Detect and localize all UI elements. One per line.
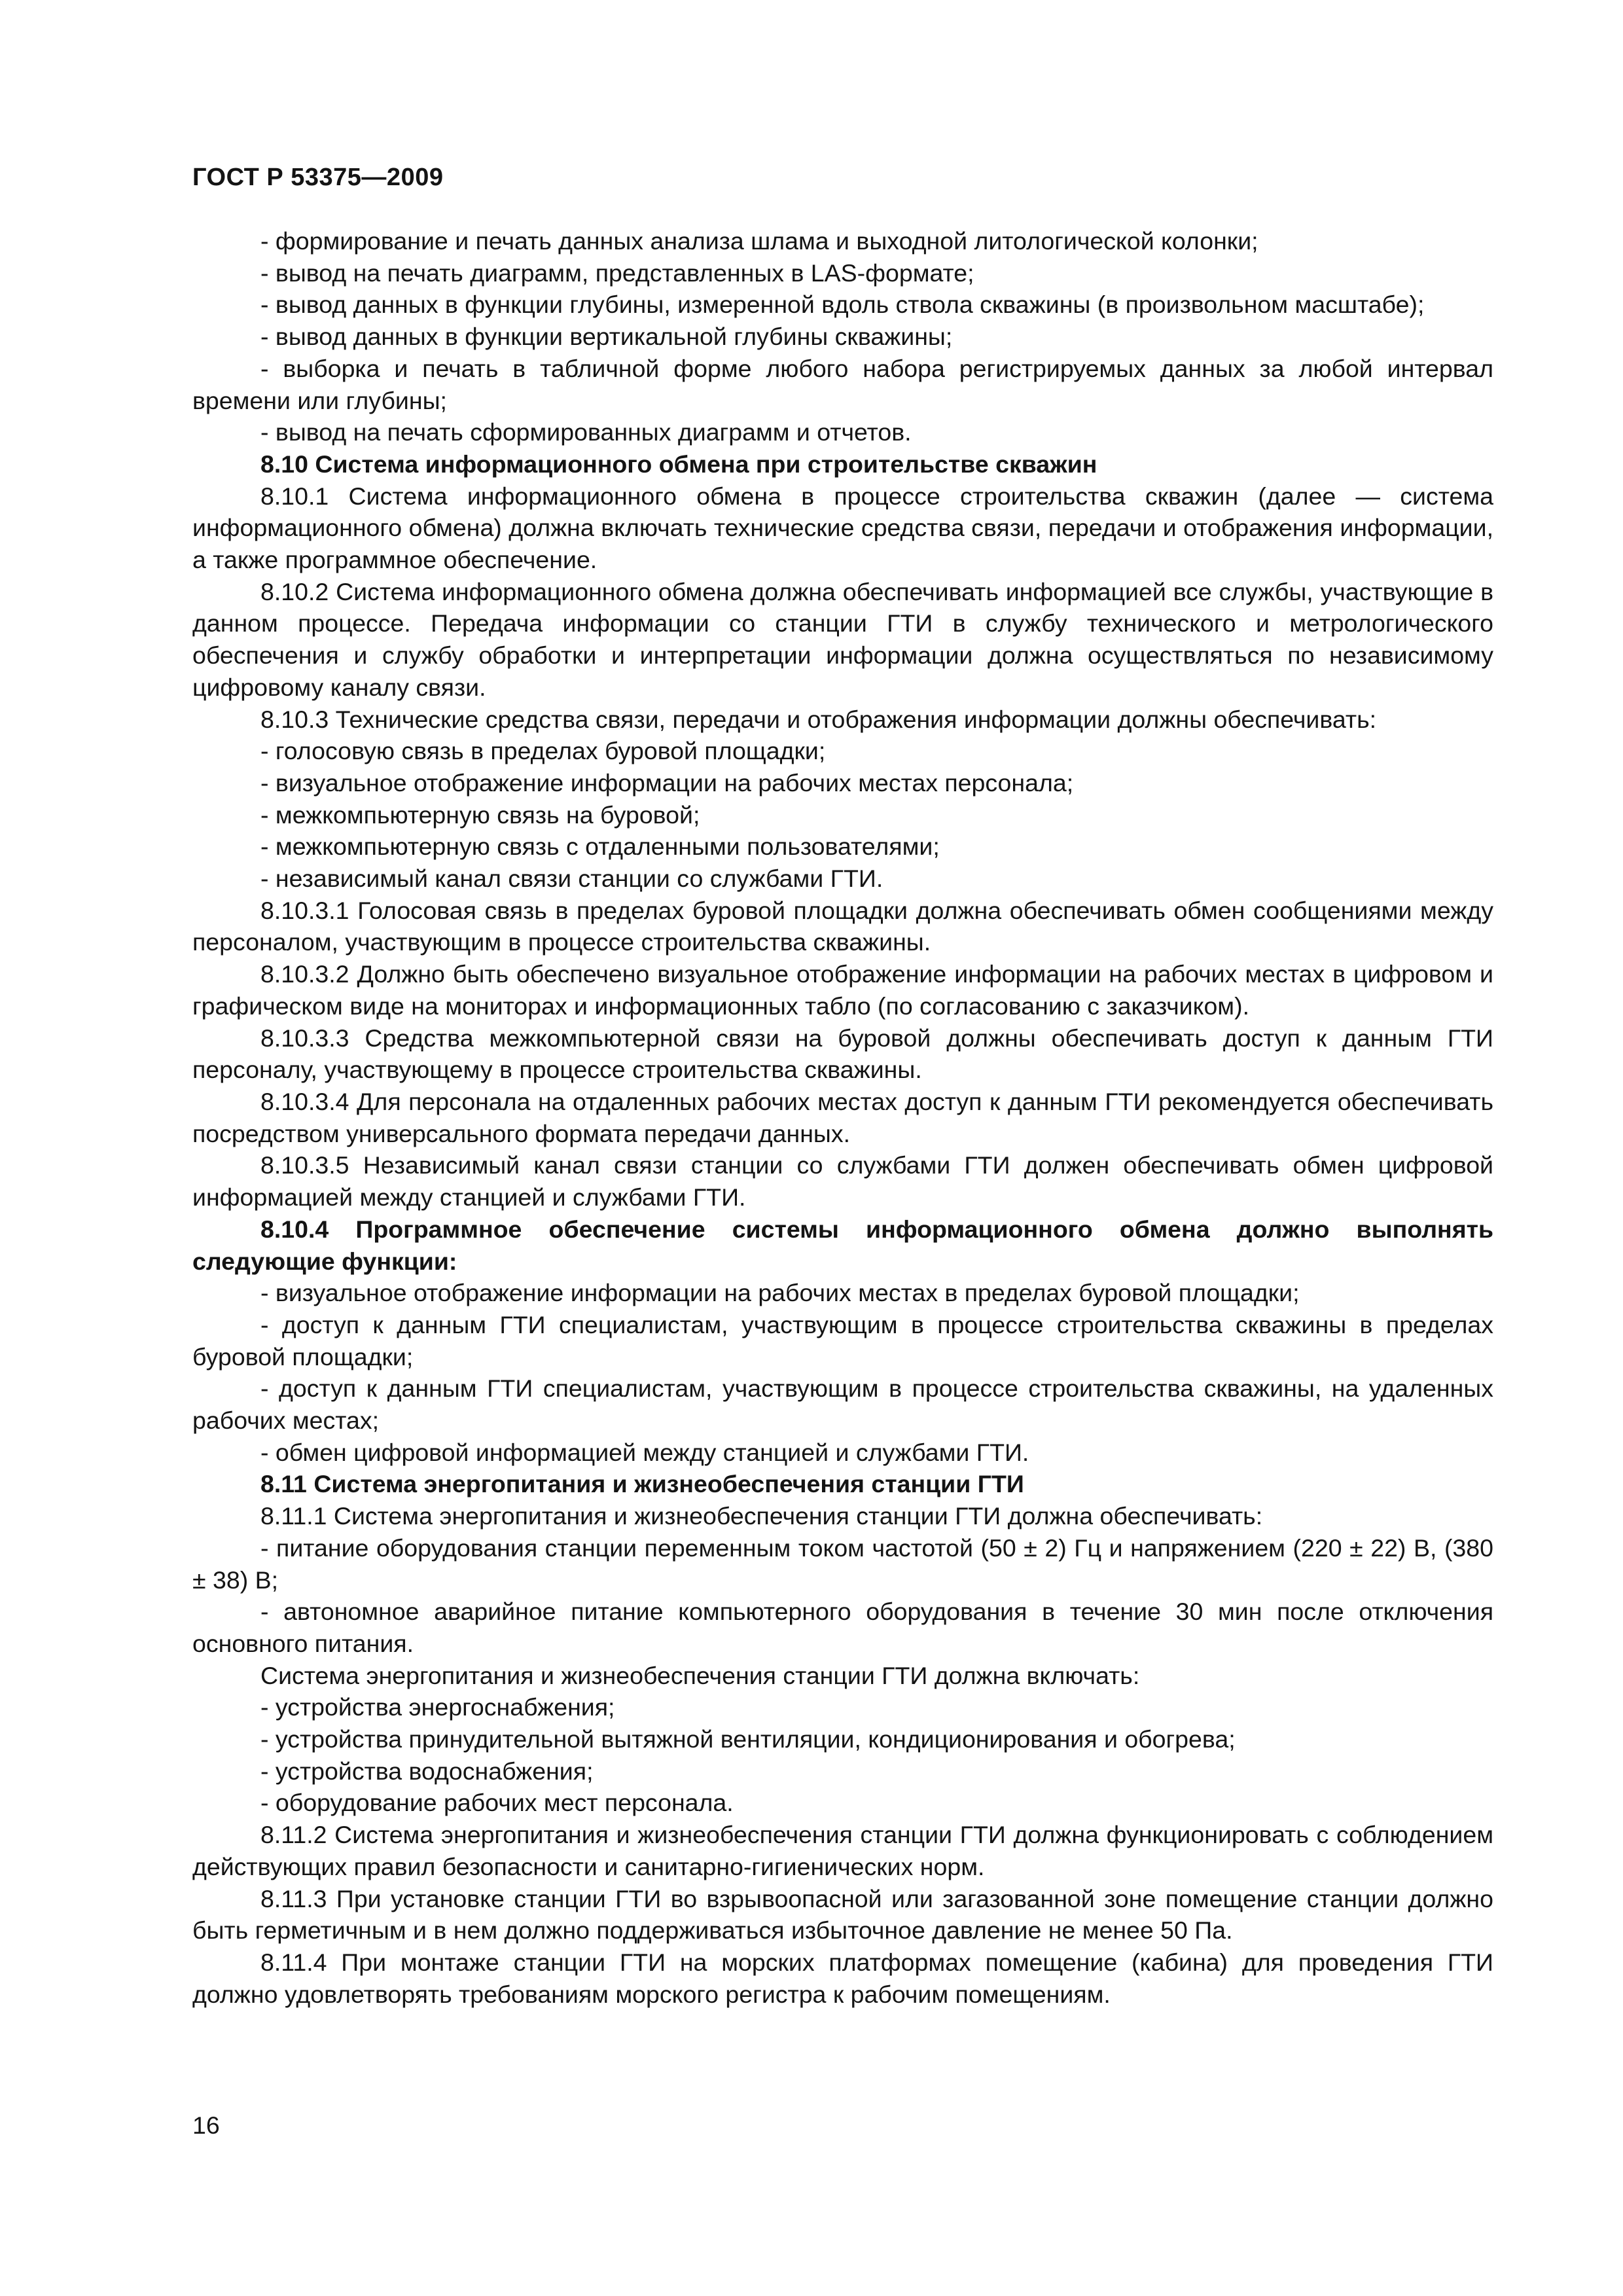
paragraph: 8.10.3 Технические средства связи, передачи и отображения информации должны обеспечивать: — [260, 705, 1377, 733]
list-item: - доступ к данным ГТИ специалистам, участвующим в процессе строительства скважины, на удаленных рабочих местах; — [192, 1374, 1493, 1435]
paragraph: 8.10.3.4 Для персонала на отдаленных рабочих местах доступ к данным ГТИ рекомендуется обеспечивать посредством универсального формата передачи данных. — [192, 1087, 1493, 1147]
paragraph: 8.11.4 При монтаже станции ГТИ на морских платформах помещение (кабина) для проведения ГТИ должно удовлетворять требованиям морского регистра к рабочим помещениям. — [192, 1948, 1493, 2008]
paragraph: Система энергопитания и жизнеобеспечения станции ГТИ должна включать: — [260, 1661, 1140, 1689]
paragraph: 8.10.3.2 Должно быть обеспечено визуальное отображение информации на рабочих местах в цифровом и графическом виде на мониторах и информационных табло (по согласованию с заказчиком). — [192, 960, 1493, 1020]
list-item: - вывод данных в функции вертикальной глубины скважины; — [260, 323, 953, 351]
list-item: - питание оборудования станции переменным током частотой (50 ± 2) Гц и напряжением (220 ± 22) В, (380 ± 38) В; — [192, 1534, 1493, 1594]
paragraph: 8.10.2 Система информационного обмена должна обеспечивать информацией все службы, участвующие в данном процессе. Передача информации со станции ГТИ в службу технического и метрологического обеспечения и службу обработки и интерпретации информации должна осуществляться по независимому цифровому каналу связи. — [192, 577, 1493, 701]
list-item: - оборудование рабочих мест персонала. — [260, 1789, 734, 1817]
paragraph: 8.11.1 Система энергопитания и жизнеобеспечения станции ГТИ должна обеспечивать: — [260, 1502, 1263, 1530]
document-body — [192, 225, 1493, 2010]
paragraph: 8.10.1 Система информационного обмена в процессе строительства скважин (далее — система информационного обмена) должна включать технические средства связи, передачи и отображения информации, а также программное обеспечение. — [192, 482, 1493, 574]
paragraph: 8.10.3.3 Средства межкомпьютерной связи на буровой должны обеспечивать доступ к данным ГТИ персоналу, участвующему в процессе строительства скважины. — [192, 1024, 1493, 1084]
paragraph: 8.10.3.1 Голосовая связь в пределах буровой площадки должна обеспечивать обмен сообщениями между персоналом, участвующим в процессе строительства скважины. — [192, 896, 1493, 956]
list-item: - устройства принудительной вытяжной вентиляции, кондиционирования и обогрева; — [260, 1725, 1236, 1753]
section-heading: 8.11 Система энергопитания и жизнеобеспечения станции ГТИ — [260, 1470, 1024, 1498]
list-item: - вывод на печать сформированных диаграмм и отчетов. — [260, 418, 912, 446]
section-heading: 8.10.4 Программное обеспечение системы информационного обмена должно выполнять следующие функции: — [192, 1215, 1493, 1275]
list-item: - устройства энергоснабжения; — [260, 1693, 615, 1721]
standard-header: ГОСТ Р 53375—2009 — [192, 164, 444, 191]
list-item: - вывод данных в функции глубины, измеренной вдоль ствола скважины (в произвольном масштабе); — [260, 291, 1425, 319]
list-item: - голосовую связь в пределах буровой площадки; — [260, 737, 826, 765]
list-item: - выборка и печать в табличной форме любого набора регистрируемых данных за любой интервал времени или глубины; — [192, 354, 1493, 414]
list-item: - независимый канал связи станции со службами ГТИ. — [260, 865, 883, 893]
list-item: - обмен цифровой информацией между станцией и службами ГТИ. — [260, 1438, 1029, 1466]
list-item: - автономное аварийное питание компьютерного оборудования в течение 30 мин после отключения основного питания. — [192, 1598, 1493, 1657]
list-item: - вывод на печать диаграмм, представленных в LAS-формате; — [260, 259, 974, 287]
list-item: - устройства водоснабжения; — [260, 1757, 594, 1785]
list-item: - межкомпьютерную связь на буровой; — [260, 800, 700, 829]
page-number: 16 — [192, 2111, 220, 2139]
list-item: - межкомпьютерную связь с отдаленными пользователями; — [260, 833, 940, 861]
list-item: - визуальное отображение информации на рабочих местах персонала; — [260, 768, 1074, 797]
paragraph: 8.11.3 При установке станции ГТИ во взрывоопасной или загазованной зоне помещение станции должно быть герметичным и в нем должно поддерживаться избыточное давление не менее 50 Па. — [192, 1884, 1493, 1945]
list-item: - доступ к данным ГТИ специалистам, участвующим в процессе строительства скважины в пределах буровой площадки; — [192, 1310, 1493, 1371]
section-heading: 8.10 Система информационного обмена при строительстве скважин — [260, 450, 1097, 478]
paragraph: 8.10.3.5 Независимый канал связи станции со службами ГТИ должен обеспечивать обмен цифровой информацией между станцией и службами ГТИ. — [192, 1151, 1493, 1211]
list-item: - формирование и печать данных анализа шлама и выходной литологической колонки; — [260, 227, 1258, 255]
paragraph: 8.11.2 Система энергопитания и жизнеобеспечения станции ГТИ должна функционировать с соблюдением действующих правил безопасности и санитарно-гигиенических норм. — [192, 1821, 1493, 1880]
list-item: - визуальное отображение информации на рабочих местах в пределах буровой площадки; — [260, 1279, 1300, 1307]
